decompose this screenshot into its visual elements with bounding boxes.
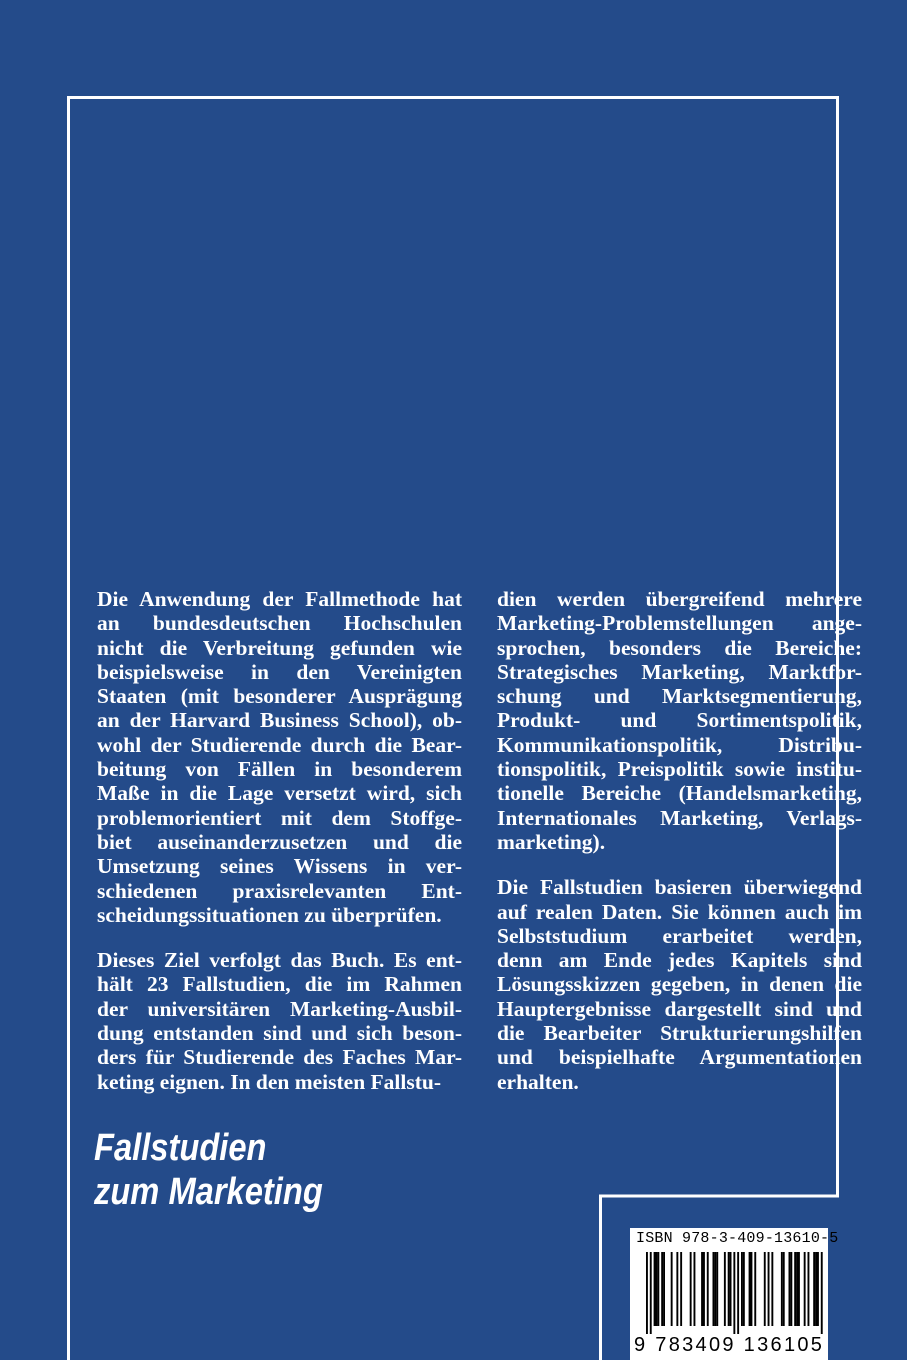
barcode-bar (676, 1252, 678, 1326)
barcode-bar (733, 1252, 735, 1334)
barcode-bar (656, 1252, 658, 1326)
text-line: marketing). (497, 829, 606, 854)
text-line: Die Fallstudien basieren überwiegend (497, 875, 862, 900)
text-line: Staaten (mit besonderer Ausprägung (97, 684, 462, 709)
barcode-bar (680, 1252, 682, 1326)
text-line: schung und Marktsegmentierung, (497, 684, 862, 709)
title-line-2: zum Marketing (94, 1171, 323, 1213)
isbn-barcode (630, 1228, 839, 1360)
barcode-bar (743, 1252, 745, 1326)
text-line: wohl der Studierende durch die Bear- (97, 732, 462, 757)
text-line: die Bearbeiter Strukturierungshilfen (497, 1021, 862, 1046)
text-line: Internationales Marketing, Verlags- (497, 805, 862, 830)
barcode-bar (771, 1252, 773, 1326)
barcode-bar (654, 1252, 656, 1326)
right_column-paragraph (497, 875, 862, 1094)
barcode-bar (741, 1252, 743, 1326)
ean-digits: 9 783409 136105 (634, 1334, 825, 1356)
text-line: sprochen, besonders die Bereiche: (497, 635, 862, 660)
left_column-paragraph (97, 587, 462, 927)
text-line: scheidungssituationen zu überprüfen. (97, 902, 442, 927)
barcode-bar (701, 1252, 703, 1326)
barcode-bar (789, 1252, 791, 1326)
barcode-bar (737, 1252, 739, 1334)
barcode-bar (661, 1252, 663, 1326)
barcode-bar (817, 1252, 819, 1326)
text-line: beispielsweise in den Vereinigten (97, 659, 462, 684)
barcode-bar (646, 1252, 648, 1334)
barcode-bar (730, 1252, 732, 1326)
barcode-bar (650, 1252, 652, 1334)
text-line: Lösungsskizzen gegeben, in denen die (497, 972, 862, 997)
barcode-bar (716, 1252, 718, 1326)
barcode-bar (821, 1252, 823, 1334)
barcode-bar (690, 1252, 692, 1326)
barcode-bar (663, 1252, 665, 1326)
title-line-1: Fallstudien (94, 1127, 267, 1169)
barcode-bar (808, 1252, 810, 1326)
text-line: keting eignen. In den meisten Fallstu- (97, 1069, 442, 1094)
barcode-bar (749, 1252, 751, 1326)
barcode-bar (754, 1252, 756, 1326)
text-line: Produkt- und Sortimentspolitik, (497, 708, 862, 733)
text-line: Dieses Ziel verfolgt das Buch. Es ent- (97, 948, 462, 973)
right-text-column (497, 587, 862, 1115)
text-line: Umsetzung seines Wissens in ver- (97, 854, 462, 879)
text-line: Selbststudium erarbeitet werden, (497, 923, 862, 948)
barcode-bar (764, 1252, 766, 1326)
text-line: denn am Ende jedes Kapitels sind (497, 948, 862, 973)
barcode-bars (634, 1252, 824, 1334)
text-line: Maße in die Lage versetzt wird, sich (97, 781, 462, 806)
right_column-paragraph (497, 587, 862, 854)
barcode-bar (713, 1252, 715, 1326)
barcode-bar (707, 1252, 709, 1326)
barcode-bar (813, 1252, 815, 1326)
isbn-label: ISBN 978-3-409-13610-5 (636, 1230, 839, 1247)
barcode-bar (694, 1252, 696, 1326)
barcode-bar (781, 1252, 783, 1326)
barcode-bar (804, 1252, 806, 1326)
barcode-bar (796, 1252, 798, 1326)
text-line: dung entstanden sind und sich beson- (97, 1021, 462, 1046)
barcode-bar (657, 1252, 659, 1326)
text-line: problemorientiert mit dem Stoffge- (97, 805, 462, 830)
text-line: tionelle Bereiche (Handelsmarketing, (497, 781, 862, 806)
barcode-bar (714, 1252, 716, 1326)
barcode-bar (724, 1252, 726, 1326)
barcode-bar (790, 1252, 792, 1326)
barcode-bar (768, 1252, 770, 1326)
text-line: Hauptergebnisse dargestellt sind und (497, 996, 862, 1021)
text-line: Strategisches Marketing, Marktfor- (497, 659, 862, 684)
text-line: beitung von Fällen in besonderem (97, 757, 462, 782)
text-line: ders für Studierende des Faches Mar- (97, 1045, 462, 1070)
text-line: Kommunikationspolitik, Distribu- (497, 732, 862, 757)
barcode-bar (751, 1252, 753, 1326)
text-line: erhalten. (497, 1069, 579, 1094)
text-line: Marketing-Problemstellungen ange- (497, 611, 862, 636)
text-line: an bundesdeutschen Hochschulen (97, 611, 462, 636)
text-line: hält 23 Fallstudien, die im Rahmen (97, 972, 462, 997)
text-line: und beispielhafte Argumentationen (497, 1045, 862, 1070)
text-line: der universitären Marketing-Ausbil- (97, 996, 462, 1021)
text-line: nicht die Verbreitung gefunden wie (97, 635, 462, 660)
text-line: Die Anwendung der Fallmethode hat (97, 587, 462, 611)
left-text-column (97, 587, 462, 1115)
text-line: tionspolitik, Preispolitik sowie institu- (497, 757, 862, 782)
text-line: auf realen Daten. Sie können auch im (497, 899, 862, 924)
barcode-bar (783, 1252, 785, 1326)
text-line: dien werden übergreifend mehrere (497, 587, 862, 611)
text-line: an der Harvard Business School), ob- (97, 708, 462, 733)
left_column-paragraph (97, 948, 462, 1094)
book-title (94, 1126, 323, 1214)
barcode-bar (794, 1252, 796, 1326)
barcode-bar (703, 1252, 705, 1326)
text-line: schiedenen praxisrelevanten Ent- (97, 878, 462, 903)
barcode-bar (671, 1252, 673, 1326)
barcode-bar (728, 1252, 730, 1326)
text-line: biet auseinanderzusetzen und die (97, 829, 462, 854)
barcode-bar (798, 1252, 800, 1326)
barcode-bar (815, 1252, 817, 1326)
